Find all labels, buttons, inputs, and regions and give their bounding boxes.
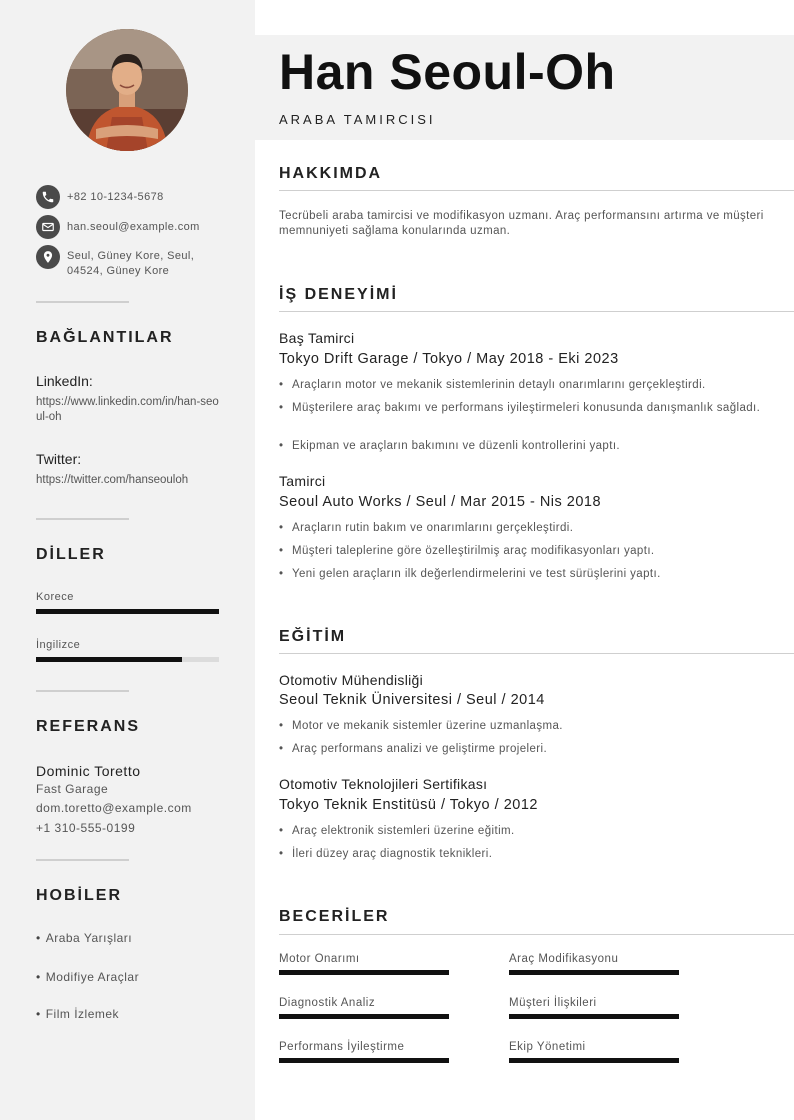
divider [36, 690, 129, 692]
skill-level-bar [509, 1058, 679, 1063]
languages-heading: DİLLER [36, 546, 106, 563]
sidebar [0, 0, 255, 1120]
skill-level-bar [279, 1058, 449, 1063]
divider [36, 859, 129, 861]
job-title: ARABA TAMIRCISI [279, 112, 436, 127]
hobby-item: • Modifiye Araçlar [36, 970, 139, 984]
education-degree: Otomotiv Teknolojileri Sertifikası [279, 776, 488, 792]
skill-level-bar [509, 970, 679, 975]
skill-name: Müşteri İlişkileri [509, 997, 597, 1009]
linkedin-label: LinkedIn: [36, 373, 93, 389]
main-content [255, 0, 794, 1120]
reference-email[interactable]: dom.toretto@example.com [36, 801, 192, 815]
skills-heading: BECERİLER [279, 908, 390, 925]
job-org: Tokyo Drift Garage / Tokyo / May 2018 - Eki 2023 [279, 351, 619, 367]
hobby-item: • Araba Yarışları [36, 931, 132, 945]
skill-level-bar [279, 1014, 449, 1019]
skill-name: Araç Modifikasyonu [509, 953, 619, 965]
skill-level-bar [509, 1014, 679, 1019]
education-bullet: • Araç elektronik sistemleri üzerine eğitim. [279, 824, 769, 839]
skill-name: Performans İyileştirme [279, 1041, 405, 1053]
section-rule [279, 190, 794, 191]
section-rule [279, 311, 794, 312]
language-level-bar [36, 657, 219, 662]
job-bullet: • Araçların motor ve mekanik sistemlerinin detaylı onarımlarını gerçekleştirdi. [279, 378, 769, 393]
job-bullet: • Araçların rutin bakım ve onarımlarını gerçekleştirdi. [279, 521, 769, 536]
language-level-fill [36, 657, 182, 662]
education-heading: EĞİTİM [279, 628, 347, 645]
education-degree: Otomotiv Mühendisliği [279, 672, 424, 688]
education-bullet: • İleri düzey araç diagnostik teknikleri. [279, 847, 769, 862]
contact-address [36, 245, 212, 279]
education-bullet: • Araç performans analizi ve geliştirme projeleri. [279, 742, 769, 757]
links-heading: BAĞLANTILAR [36, 329, 174, 346]
twitter-url[interactable]: https://twitter.com/hanseouloh [36, 474, 189, 486]
education-org: Seoul Teknik Üniversitesi / Seul / 2014 [279, 692, 545, 708]
profile-photo [66, 29, 188, 151]
section-rule [279, 934, 794, 935]
language-level-bar [36, 609, 219, 614]
contact-email [36, 215, 200, 239]
experience-heading: İŞ DENEYİMİ [279, 286, 398, 303]
twitter-label: Twitter: [36, 451, 82, 467]
job-bullet: • Yeni gelen araçların ilk değerlendirmelerini ve test sürüşlerini yaptı. [279, 567, 769, 582]
job-bullet: • Ekipman ve araçların bakımını ve düzenli kontrollerini yaptı. [279, 439, 769, 454]
phone-icon [36, 185, 60, 209]
education-bullet: • Motor ve mekanik sistemler üzerine uzmanlaşma. [279, 719, 769, 734]
job-bullet: • Müşterilere araç bakımı ve performans iyileştirmeleri konusunda danışmanlık sağladı. [279, 401, 769, 416]
about-text: Tecrübeli araba tamircisi ve modifikasyon uzmanı. Araç performansını artırma ve müşteri memnuniyeti sağlama konularında uzman. [279, 210, 764, 237]
email-text[interactable]: han.seoul@example.com [67, 221, 200, 233]
divider [36, 518, 129, 520]
job-bullet: • Müşteri taleplerine göre özelleştirilmiş araç modifikasyonları yaptı. [279, 544, 769, 559]
phone-text[interactable]: +82 10-1234-5678 [67, 191, 164, 203]
location-pin-icon [36, 245, 60, 269]
linkedin-url[interactable]: https://www.linkedin.com/in/han-seoul-oh [36, 396, 219, 423]
skill-name: Motor Onarımı [279, 953, 360, 965]
language-name: İngilizce [36, 639, 81, 651]
address-text: Seul, Güney Kore, Seul, 04524, Güney Kore [67, 250, 195, 277]
job-role: Baş Tamirci [279, 330, 355, 346]
about-heading: HAKKIMDA [279, 165, 383, 182]
divider [36, 301, 129, 303]
hobby-item: • Film İzlemek [36, 1007, 119, 1021]
reference-phone[interactable]: +1 310-555-0199 [36, 821, 136, 835]
reference-heading: REFERANS [36, 718, 141, 735]
mail-icon [36, 215, 60, 239]
contact-phone [36, 185, 164, 209]
language-level-fill [36, 609, 219, 614]
reference-name: Dominic Toretto [36, 763, 141, 779]
job-org: Seoul Auto Works / Seul / Mar 2015 - Nis 2018 [279, 494, 602, 510]
skill-name: Diagnostik Analiz [279, 997, 376, 1009]
section-rule [279, 653, 794, 654]
language-name: Korece [36, 591, 74, 603]
skill-name: Ekip Yönetimi [509, 1041, 586, 1053]
job-role: Tamirci [279, 473, 326, 489]
skill-level-bar [279, 970, 449, 975]
education-org: Tokyo Teknik Enstitüsü / Tokyo / 2012 [279, 797, 538, 813]
candidate-name: Han Seoul-Oh [279, 44, 616, 100]
reference-company: Fast Garage [36, 782, 109, 796]
hobbies-heading: HOBİLER [36, 887, 122, 904]
